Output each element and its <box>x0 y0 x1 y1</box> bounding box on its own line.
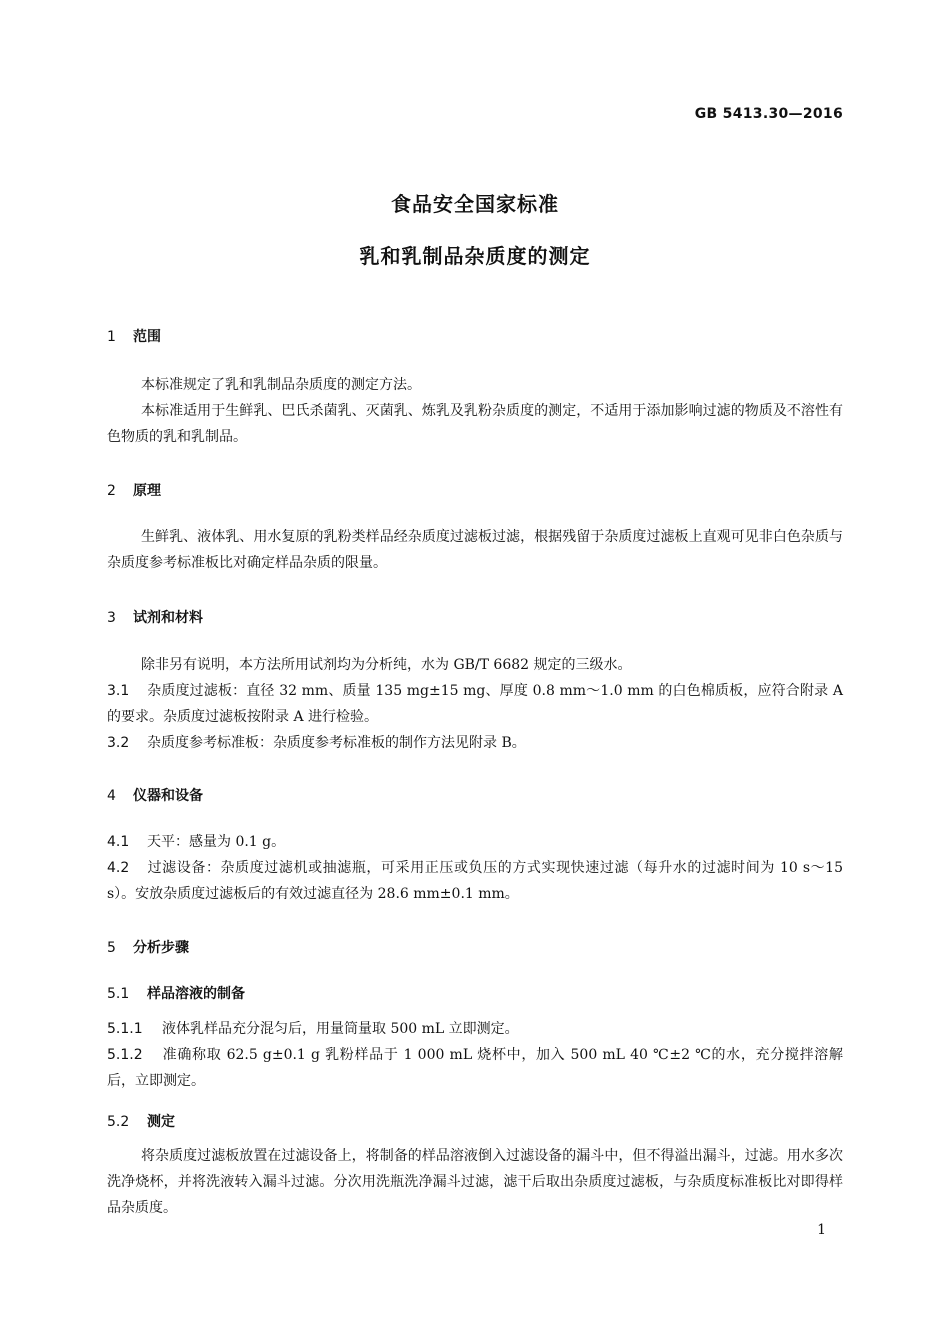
section-2-heading <box>107 480 161 500</box>
subsection-number: 5.2 <box>107 1114 130 1130</box>
clause-number: 4.1 <box>107 834 130 850</box>
paragraph: 除非另有说明，本方法所用试剂均为分析纯，水为 GB/T 6682 规定的三级水。 <box>141 657 632 673</box>
section-title: 范围 <box>133 329 161 345</box>
subsection-number: 5.1 <box>107 986 130 1002</box>
subsection-title: 样品溶液的制备 <box>147 986 245 1002</box>
paragraph: 将杂质度过滤板放置在过滤设备上，将制备的样品溶液倒入过滤设备的漏斗中，但不得溢出漏斗，过滤。用水多次洗净烧杯，并将洗液转入漏斗过滤。分次用洗瓶洗净漏斗过滤，滤干后取出杂质度过滤板，与杂质度标准板比对即得样品杂质度。 <box>107 1148 843 1216</box>
section-title: 分析步骤 <box>133 940 189 956</box>
section-number: 4 <box>107 788 116 804</box>
section-number: 1 <box>107 329 116 345</box>
clause-number: 5.1.1 <box>107 1021 143 1037</box>
section-number: 5 <box>107 940 116 956</box>
subsection-5-1-heading <box>107 983 245 1003</box>
clause-number: 5.1.2 <box>107 1047 143 1063</box>
section-number: 2 <box>107 483 116 499</box>
clause-text: 准确称取 62.5 g±0.1 g 乳粉样品于 1 000 mL 烧杯中，加入 500 mL 40 ℃±2 ℃的水，充分搅拌溶解后，立即测定。 <box>107 1047 843 1089</box>
section-title: 试剂和材料 <box>133 610 203 626</box>
clause-text: 液体乳样品充分混匀后，用量筒量取 500 mL 立即测定。 <box>162 1021 519 1037</box>
clause-5-1-1 <box>107 1016 843 1042</box>
clause-4-2 <box>107 855 843 907</box>
section-1-heading <box>107 326 161 346</box>
section-number: 3 <box>107 610 116 626</box>
clause-5-1-2 <box>107 1042 843 1094</box>
section-5-heading <box>107 937 189 957</box>
clause-number: 4.2 <box>107 860 130 876</box>
page-number: 1 <box>817 1222 826 1238</box>
section-title: 原理 <box>133 483 161 499</box>
main-title: 食品安全国家标准 <box>391 192 559 216</box>
subsection-5-2-heading <box>107 1111 175 1131</box>
clause-text: 杂质度过滤板：直径 32 mm、质量 135 mg±15 mg、厚度 0.8 mm～1.0 mm 的白色棉质板，应符合附录 A 的要求。杂质度过滤板按附录 A 进行检验。 <box>107 683 843 725</box>
section-3-heading <box>107 607 203 627</box>
section-4-heading <box>107 785 203 805</box>
paragraph: 本标准适用于生鲜乳、巴氏杀菌乳、灭菌乳、炼乳及乳粉杂质度的测定，不适用于添加影响过滤的物质及不溶性有色物质的乳和乳制品。 <box>107 403 843 445</box>
clause-number: 3.1 <box>107 683 130 699</box>
clause-4-1 <box>107 829 843 855</box>
standard-code: GB 5413.30—2016 <box>694 106 843 122</box>
section-title: 仪器和设备 <box>133 788 203 804</box>
clause-3-1 <box>107 678 843 730</box>
paragraph: 生鲜乳、液体乳、用水复原的乳粉类样品经杂质度过滤板过滤，根据残留于杂质度过滤板上直观可见非白色杂质与杂质度参考标准板比对确定样品杂质的限量。 <box>107 529 843 571</box>
subsection-title: 测定 <box>147 1114 175 1130</box>
sub-title: 乳和乳制品杂质度的测定 <box>359 244 591 268</box>
paragraph: 本标准规定了乳和乳制品杂质度的测定方法。 <box>141 377 421 393</box>
clause-text: 杂质度参考标准板：杂质度参考标准板的制作方法见附录 B。 <box>147 735 526 751</box>
clause-text: 天平：感量为 0.1 g。 <box>147 834 286 850</box>
clause-3-2 <box>107 730 843 756</box>
clause-number: 3.2 <box>107 735 130 751</box>
clause-text: 过滤设备：杂质度过滤机或抽滤瓶，可采用正压或负压的方式实现快速过滤（每升水的过滤时间为 10 s～15 s）。安放杂质度过滤板后的有效过滤直径为 28.6 mm±0.1 mm。 <box>107 860 843 902</box>
